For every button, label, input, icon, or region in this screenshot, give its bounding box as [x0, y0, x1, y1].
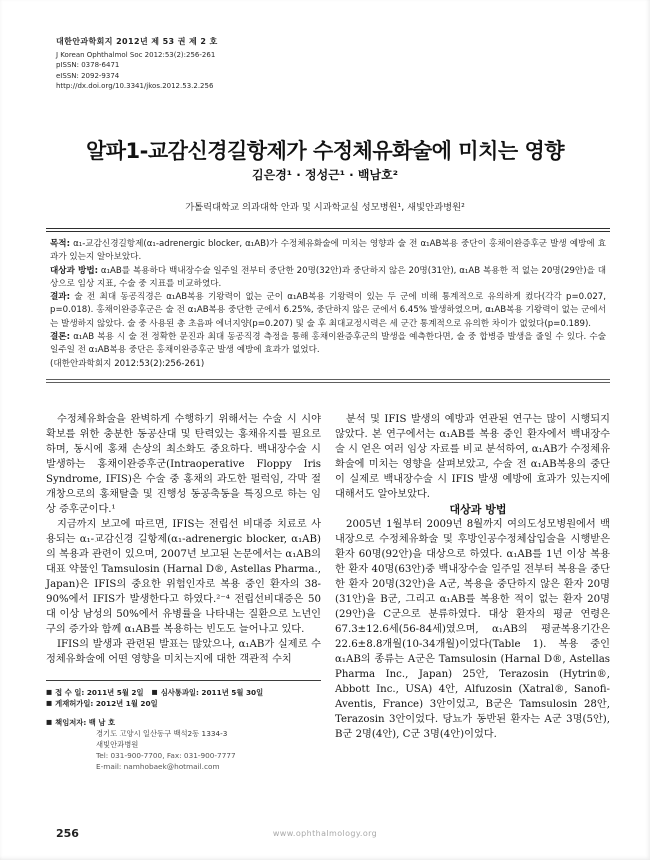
bullet-icon: ■: [151, 688, 158, 696]
corresponding-phone: Tel: 031-900-7700, Fax: 031-900-7777: [96, 751, 236, 760]
body-paragraph: IFIS의 발생과 관련된 발표는 많았으나, α₁AB가 실제로 수정체유화술에 어떤 영향을 미치는지에 대한 객관적 수치: [46, 639, 321, 665]
abstract-results: [50, 291, 606, 331]
left-column: [46, 412, 321, 772]
affiliation-line: 가톨릭대학교 의과대학 안과 및 시과학교실 성모병원¹, 새빛안과병원²: [185, 202, 465, 213]
corresponding-author-name: 책임저자: 백 남 호: [55, 718, 116, 727]
abstract-purpose-text: α₁-교감신경길항제(α₁-adrenergic blocker, α₁AB)가 수정체유화술에 미치는 영향과 술 전 α₁AB복용 중단이 홍채이완증후군 발생 예방에 효과가 있는지 알아보았다.: [50, 239, 606, 263]
page-title: 알파1-교감신경길항제가 수정체유화술에 미치는 영향: [85, 139, 565, 164]
footnote-dates-row1: [46, 687, 321, 698]
abstract-methods-text: α₁AB를 복용하다 백내장수술 일주일 전부터 중단한 20명(32안)과 중단하지 않은 20명(31안), α₁AB 복용한 적 없는 20명(29안)을 대상으로 임상 지표, 수술 중 지표를 비교하였다.: [50, 265, 607, 289]
corresponding-address-line1: 경기도 고양시 일산동구 백석2동 1334-3: [96, 729, 228, 738]
body-paragraph: 지금까지 보고에 따르면, IFIS는 전립선 비대증 치료로 사용되는 α₁-교감신경 길항제(α₁-adrenergic blocker, α₁AB)의 복용과 관련이 있으며, 2007년 보고된 논문에서는 α₁AB의 대표 약물인 Tamsulosin (Harnal D®, Astellas Pharma., Japan)은 IFIS의 중요한 위험인자로 복용 중인 환자의 38-90%에서 IFIS가 발생한다고 하였다.²⁻⁴ 전립선비대증은 50대 이상 남성의 50%에서 유병률을 나타내는 질환으로 노년인구의 증가와 함께 α₁AB를 복용하는 빈도도 늘어나고 있다.: [46, 519, 321, 635]
journal-name-en: J Korean Ophthalmol Soc 2012:53(2):256-261: [56, 50, 216, 59]
article-footnote: [46, 680, 321, 772]
eissn: eISSN: 2092-9374: [56, 71, 120, 80]
abstract-purpose-label: 목적:: [50, 239, 71, 249]
footnote-dates-row2: [46, 698, 321, 709]
journal-header: [56, 37, 218, 92]
page-number: 256: [56, 827, 79, 840]
bullet-icon: ■: [46, 718, 53, 726]
revised-date: 심사통과일: 2011년 5월 30일: [160, 688, 264, 697]
abstract-results-label: 결과:: [50, 292, 71, 303]
abstract-methods: [50, 265, 606, 292]
right-column: [335, 412, 610, 772]
abstract-conclusions: [50, 331, 606, 358]
corresponding-author-row: [46, 717, 321, 728]
bullet-icon: ■: [46, 699, 53, 707]
abstract-methods-label: 대상과 방법:: [50, 265, 99, 276]
body-paragraph: 수정체유화술을 완벽하게 수행하기 위해서는 수술 시 시야확보를 위한 충분한 동공산대 및 탄력있는 홍채유지를 필요로 하며, 동시에 홍채 손상의 최소화도 중요하다. 백내장수술 시 발생하는 홍채이완증후군(Intraoperative Floppy Iris Syndrome, IFIS)은 수술 중 홍채의 과도한 펄럭임, 각막 절개창으로의 홍채탈출 및 진행성 동공축동을 특징으로 하는 임상 증후군이다.¹: [46, 414, 321, 515]
authors-line: 김은경¹ · 정성근¹ · 백남호²: [252, 168, 398, 182]
received-date: 접 수 일: 2011년 5월 2일: [55, 688, 144, 697]
abstract-purpose: [50, 238, 606, 265]
abstract-conclusions-text: α₁AB 복용 시 술 전 정확한 문진과 최대 동공직경 측정을 통해 홍채이완증후군의 발생을 예측한다면, 술 중 합병증 발생을 줄일 수 있다. 수술 일주일 전 α₁AB복용 중단은 홍채이완증후군 발생 예방에 효과가 없었다.: [50, 332, 606, 356]
bullet-icon: ■: [46, 688, 53, 696]
pissn: pISSN: 0378-6471: [56, 61, 120, 69]
body-columns: [46, 412, 610, 772]
body-paragraph: 2005년 1월부터 2009년 8월까지 여의도성모병원에서 백내장으로 수정체유화술 및 후방인공수정체삽입술을 시행받은 환자 60명(92안)을 대상으로 하였다. α₁AB를 1년 이상 복용한 환자 40명(63안)중 백내장수술 일주일 전부터 복용을 중단한 환자 20명(32안)을 A군, 복용을 중단하지 않은 환자 20명(31안)을 B군, 그리고 α₁AB를 복용한 적이 없는 환자 20명(29안)을 C군으로 분류하였다. 대상 환자의 평균 연령은 67.3±12.6세(56-84세)였으며, α₁AB의 평균복용기간은 22.6±8.8개월(10-34개월)이었다(Table 1). 복용 중인 α₁AB의 종류는 A군은 Tamsulosin (Harnal D®, Astellas Pharma Inc., Japan) 25안, Terazosin (Hytrin®, Abbott Inc., USA) 4안, Alfuzosin (Xatral®, Sanofi-Aventis, France) 3안이었고, B군은 Tamsulosin 28안, Terazosin 3안이었다. 당뇨가 동반된 환자는 A군 3명(5안), B군 2명(4안), C군 3명(4안)이었다.: [335, 519, 610, 740]
corresponding-email[interactable]: E-mail: namhobaek@hotmail.com: [96, 762, 220, 771]
doi-link[interactable]: http://dx.doi.org/10.3341/jkos.2012.53.2.256: [56, 82, 214, 90]
corresponding-address-line2: 새빛안과병원: [96, 740, 139, 749]
website-link[interactable]: www.ophthalmology.org: [272, 829, 378, 838]
abstract-box: [46, 228, 610, 383]
body-paragraph: 분석 및 IFIS 발생의 예방과 연관된 연구는 많이 시행되지 않았다. 본 연구에서는 α₁AB를 복용 중인 환자에서 백내장수술 시 얻은 여러 임상 자료를 비교 분석하여, α₁AB가 수정체유화술에 미치는 영향을 살펴보았고, 수술 전 α₁AB복용의 중단이 실제로 백내장수술 시 IFIS 발생 예방에 효과가 있는지에 대해서도 알아보았다.: [335, 414, 610, 500]
accepted-date: 게재허가일: 2012년 1월 20일: [55, 699, 158, 708]
abstract-conclusions-label: 결론:: [50, 332, 71, 343]
abstract-citation: (대한안과학회지 2012:53(2):256-261): [50, 358, 205, 369]
section-heading-methods: 대상과 방법: [449, 503, 507, 516]
abstract-results-text: 술 전 최대 동공직경은 α₁AB복용 기왕력이 없는 군이 α₁AB복용 기왕력이 있는 두 군에 비해 통계적으로 유의하게 컸다(각각 p=0.027, p=0.018). 홍채이완증후군은 술 전 α₁AB복용 중단한 군에서 6.25%, 중단하지 않은 군에서 6.45% 발생하였으며, α₁AB복용 기왕력이 없는 군에서는 발생하지 않았다. 술 중 사용된 총 초음파 에너지양(p=0.207) 및 술 후 최대교정시력은 세 군간 통계적으로 유의한 차이가 없었다(p=0.189).: [50, 292, 606, 329]
journal-name-kr: 대한안과학회지 2012년 제 53 권 제 2 호: [56, 37, 218, 46]
